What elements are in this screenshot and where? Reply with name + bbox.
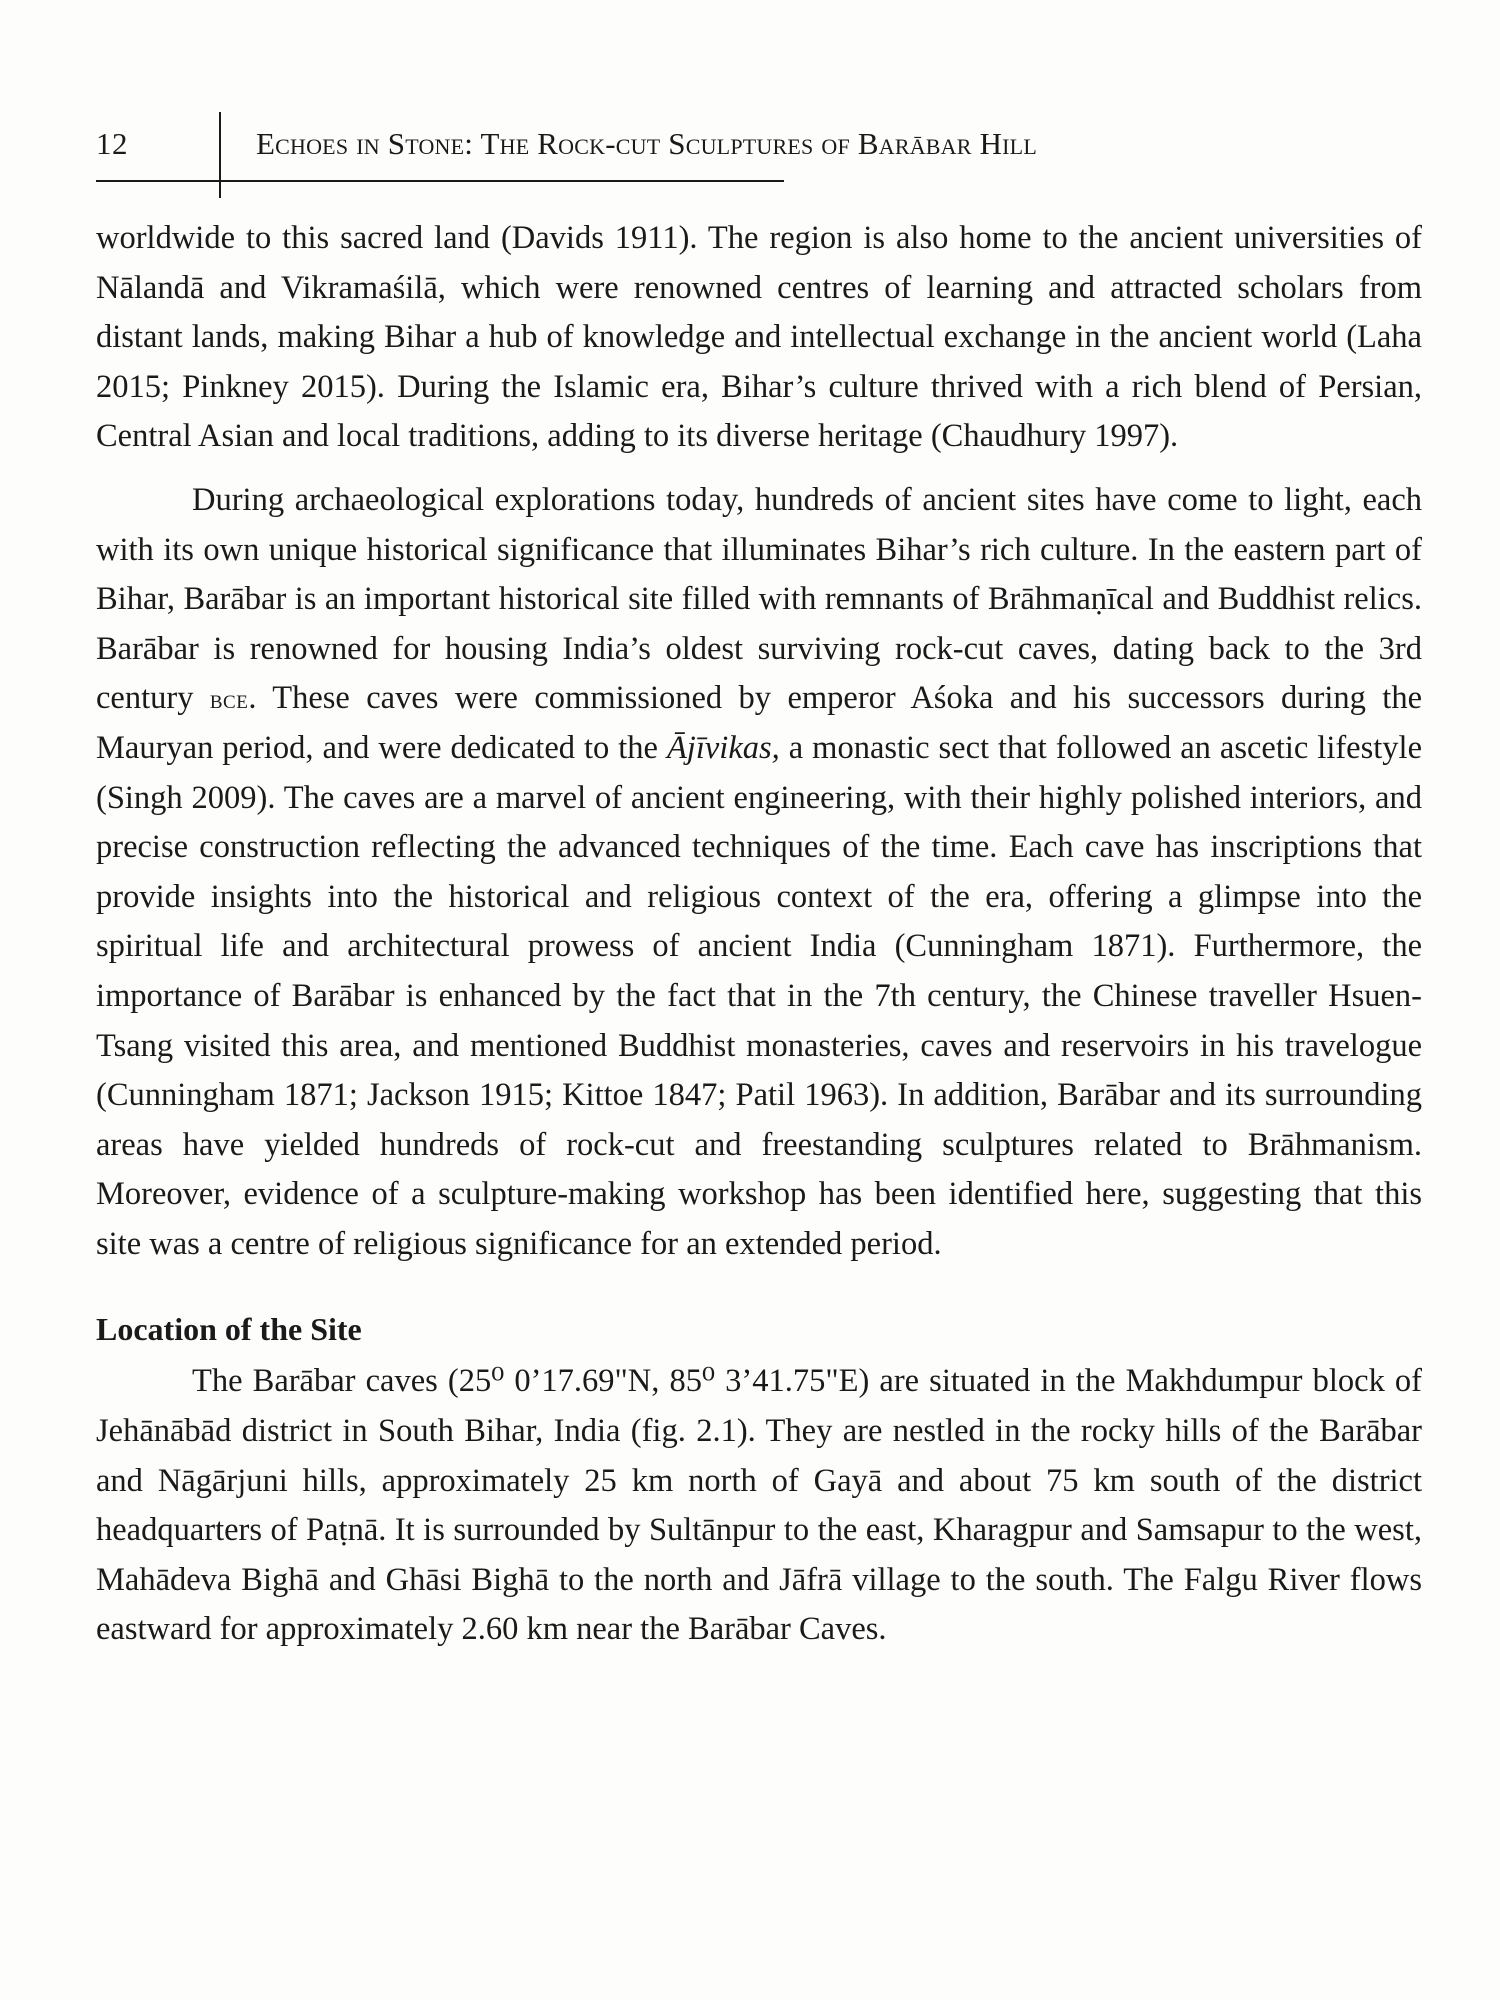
page-number: 12 (96, 126, 128, 161)
running-header (96, 112, 1436, 202)
section-heading: Location of the Site (96, 1311, 362, 1348)
body-text (96, 214, 1422, 1655)
paragraph-explorations (96, 476, 1422, 1270)
paragraph-text: . These caves were commissioned by emperor Aśoka and his successors during the Mauryan period, and were dedicated to the (96, 680, 1422, 766)
running-title: Echoes in Stone: The Rock-cut Sculptures of Barābar Hill (256, 126, 1037, 161)
paragraph-text: During archaeological explorations today, hundreds of ancient sites have come to light, each with its own unique historical significance that illuminates Bihar’s rich culture. In the eastern part of Bihar, Barābar is an important historical site filled with remnants of Brāhmaṇīcal and Buddhist relics. Barābar is renowned for housing India’s oldest surviving rock-cut caves, dating back to the 3rd century (96, 481, 1422, 717)
italic-term: Ājīvikas, (666, 729, 780, 766)
header-vertical-rule (219, 112, 221, 198)
paragraph-text: a monastic sect that followed an ascetic lifestyle (Singh 2009). The caves are a marvel of ancient engineering, with their highly polished interiors, and precise construction reflecting the advanced techniques of the time. Each cave has inscriptions that provide insights into the historical and religious context of the era, offering a glimpse into the spiritual life and architectural prowess of ancient India (Cunningham 1871). Furthermore, the importance of Barābar is enhanced by the fact that in the 7th century, the Chinese traveller Hsuen-Tsang visited this area, and mentioned Buddhist monasteries, caves and reservoirs in his travelogue (Cunningham 1871; Jackson 1915; Kittoe 1847; Patil 1963). In addition, Barābar and its surrounding areas have yielded hundreds of rock-cut and freestanding sculptures related to Brāhmanism. Moreover, evidence of a sculpture-making workshop has been identified here, suggesting that this site was a centre of religious significance for an extended period. (96, 729, 1422, 1262)
era-abbreviation: bce (209, 683, 249, 715)
paragraph-continued: worldwide to this sacred land (Davids 1911). The region is also home to the ancient universities of Nālandā and Vikramaśilā, which were renowned centres of learning and attracted scholars from distant lands, making Bihar a hub of knowledge and intellectual exchange in the ancient world (Laha 2015; Pinkney 2015). During the Islamic era, Bihar’s culture thrived with a rich blend of Persian, Central Asian and local traditions, adding to its diverse heritage (Chaudhury 1997). (96, 220, 1422, 455)
header-horizontal-rule (96, 180, 784, 182)
paragraph-location: The Barābar caves (25⁰ 0’17.69"N, 85⁰ 3’41.75"E) are situated in the Makhdumpur block of Jehānābād district in South Bihar, India (fig. 2.1). They are nestled in the rocky hills of the Barābar and Nāgārjuni hills, approximately 25 km north of Gayā and about 75 km south of the district headquarters of Paṭnā. It is surrounded by Sultānpur to the east, Kharagpur and Samsapur to the west, Mahādeva Bighā and Ghāsi Bighā to the north and Jāfrā village to the south. The Falgu River flows eastward for approximately 2.60 km near the Barābar Caves. (96, 1363, 1422, 1648)
